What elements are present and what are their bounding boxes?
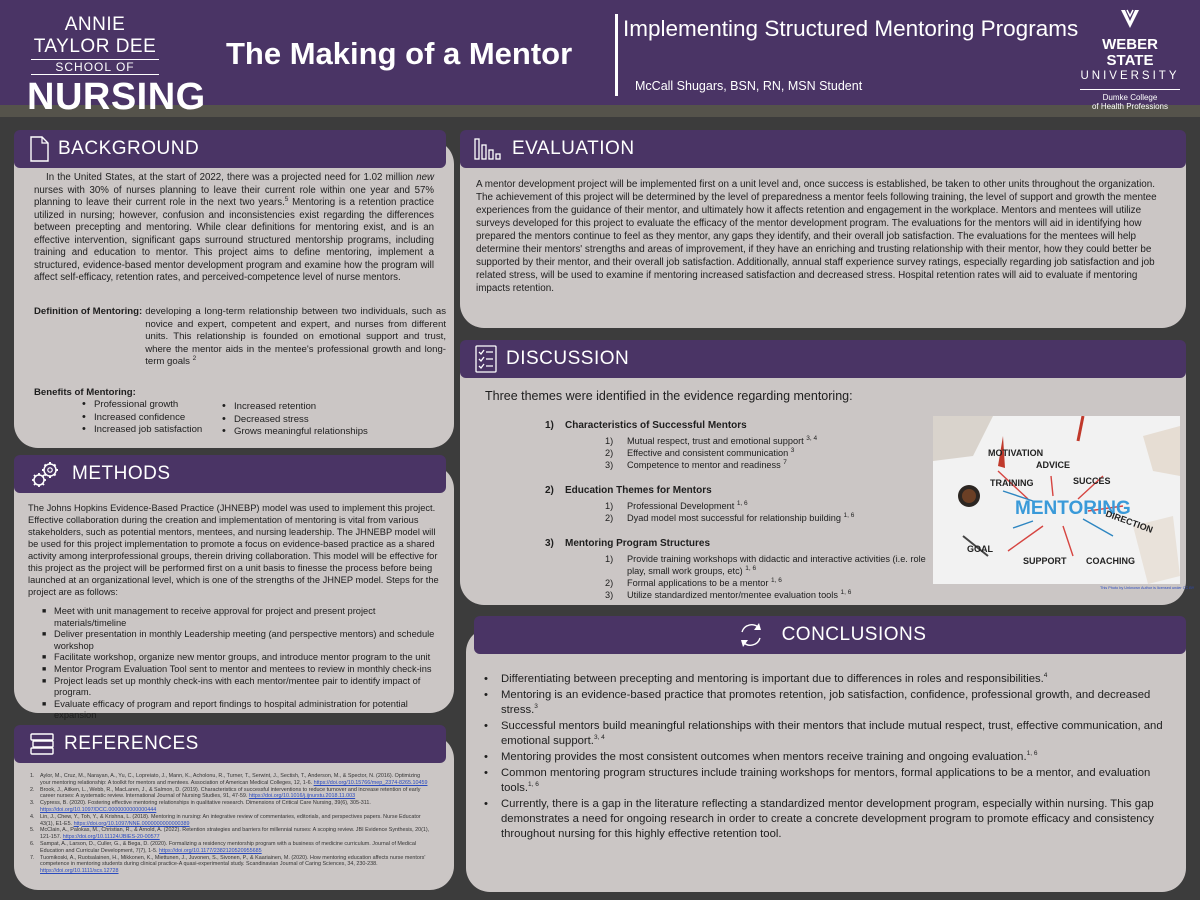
conclusions-list: [484, 672, 1174, 843]
methods-step: ■ Evaluate efficacy of program and report findings to hospital administration for potential expansion: [42, 699, 446, 722]
document-icon: [28, 136, 50, 162]
definition-citation: 2: [192, 355, 197, 363]
theme-item-citation: 1, 6: [843, 511, 855, 519]
definition-text: [145, 306, 446, 369]
conclusion-text: Differentiating between precepting and mentoring is important due to differences in roles and responsibilities.: [501, 673, 1044, 685]
reference-citation: Tuomikoski, A., Ruotsalainen, H., Mikkonen, K., Miettunen, J., Juvonen, S., Sivonen, P., & Kaariainen, M. (2020). How mentoring education affects nurse mentors' competence in mentoring students during clinical practice-A quasi-experimental study. Scandinavian Journal of Caring Sciences, 34, 230-238.: [40, 854, 426, 868]
reference-number: 7.: [30, 854, 35, 861]
wsu-line2: UNIVERSITY: [1080, 70, 1180, 82]
theme-item: [545, 435, 945, 447]
nursing-school-logo: [27, 14, 206, 118]
definition-label: Definition of Mentoring:: [34, 306, 143, 317]
definition-body: developing a long-term relationship between two individuals, such as novice and expert, competent and expert, and nurses from different units. This relationship is founded on emotional support and trust, where the mentor aids in the mentee's professional growth and long-term goals: [145, 306, 446, 368]
theme-title-text: Education Themes for Mentors: [565, 485, 712, 496]
methods-step: ■ Mentor Program Evaluation Tool sent to mentor and mentees to review in monthly check-ins: [42, 664, 446, 676]
img-word-goal: GOAL: [967, 544, 993, 554]
methods-header: [14, 455, 446, 493]
theme-number: 3): [545, 538, 554, 549]
conclusion-text: Mentoring is an evidence-based practice that promotes retention, job satisfaction, confidence, professional growth, and decreased stress.: [501, 689, 1151, 716]
theme-item-body: Professional Development: [627, 501, 735, 511]
background-text-2: nurses with 30% of nurses planning to leave their current role within one year and 57% planning to leave their current role in the next two years.: [34, 184, 434, 208]
bullet: •: [484, 689, 488, 701]
methods-step: ■ Deliver presentation in monthly Leadership meeting (and perspective mentors) and schedule workshop: [42, 629, 446, 652]
benefit-item: • Increased confidence: [82, 412, 202, 425]
theme-item-text: [627, 435, 817, 447]
theme-item-citation: 7: [783, 458, 787, 466]
poster-title: The Making of a Mentor: [226, 36, 573, 71]
bar-chart-icon: [474, 137, 504, 161]
benefits-list-left: [82, 399, 202, 437]
conclusion-citation: 1, 6: [528, 781, 539, 789]
benefit-item: • Grows meaningful relationships: [222, 426, 368, 439]
theme-item-body: Mutual respect, trust and emotional support: [627, 436, 804, 446]
methods-panel: [14, 465, 454, 721]
reference-item: [30, 787, 430, 801]
background-heading: BACKGROUND: [58, 138, 200, 159]
wsu-line4: of Health Professions: [1091, 102, 1169, 111]
reference-link[interactable]: https://doi.org/10.1097/DCC.0000000000000444: [40, 806, 157, 813]
bullet: •: [484, 720, 488, 732]
theme-item: [545, 512, 945, 524]
logo-line1: ANNIE TAYLOR DEE: [33, 14, 157, 57]
reference-item: [30, 800, 430, 814]
img-word-direction: DIRECTION: [1104, 508, 1155, 535]
theme-block: [545, 420, 945, 471]
benefit-item: • Decreased stress: [222, 414, 368, 427]
methods-intro: The Johns Hopkins Evidence-Based Practice (JHNEBP) model was used to implement this project. Effective collaboration during the creation and implementation of mentoring is vital from various stakeholders, such as potential mentors, mentees, and nursing leadership. The JHNEBP model will be used for this project implementation to promote a focus on evidence-based practice as a shared activity among interprofessional groups, therein driving collaboration. This model will be effective for this project as the project will be performed first on a unit basis to finesse the process before being launched at an organizational level, which is one of the strengths of the JHNEP model. Steps for the project are as follows:: [28, 503, 439, 597]
background-header: [14, 130, 446, 168]
reference-text: [40, 814, 430, 828]
img-word-mentoring: MENTORING: [1015, 498, 1131, 519]
methods-steps: [42, 606, 446, 722]
img-word-coaching: COACHING: [1086, 556, 1135, 566]
reference-citation: Aylor, M., Cruz, M., Narayan, A., Yu, C., Lopreiato, J., Mann, K., Acholonu, R., Turner, T., Serwint, J., Sectish, T., Anderson, M., & Spector, N. (2016). Optimizing your mentoring relationship: A toolkit for mentors and mentees. Association of American Medical Colleges, 12, 1-6.: [40, 773, 421, 786]
wsu-line1: WEBER STATE: [1102, 36, 1158, 69]
benefit-item: • Increased job satisfaction: [82, 424, 202, 437]
logo-line2: SCHOOL OF: [31, 59, 159, 75]
theme-item-number: 2): [605, 578, 614, 588]
methods-heading: METHODS: [72, 463, 171, 484]
theme-item-citation: 1, 6: [745, 564, 757, 572]
background-text-em: new: [416, 172, 434, 183]
methods-step: ■ Meet with unit management to receive approval for project and present project materials/timeline: [42, 606, 446, 629]
cycle-arrows-icon: [734, 620, 768, 650]
reference-citation: Sampat, A., Larson, D., Culler, G., & Bega, D. (2020). Formalizing a residency mentorship program with a business of medicine curriculum. Journal of Medical Education and Curricular Development, 7(7), 1-5.: [40, 840, 417, 854]
conclusion-item: [484, 766, 1174, 796]
theme-item-citation: 3, 4: [806, 434, 818, 442]
conclusions-header: [474, 616, 1186, 654]
conclusion-item: [484, 797, 1174, 842]
methods-step: ■ Project leads set up monthly check-ins with each mentor/mentee pair to identify impact of program.: [42, 676, 446, 699]
reference-number: 6.: [30, 840, 35, 847]
reference-item: [30, 855, 430, 875]
discussion-header: [460, 340, 1186, 378]
conclusion-item: [484, 750, 1174, 765]
image-credit[interactable]: This Photo by Unknown Author is licensed under CC BY: [1100, 586, 1195, 590]
theme-item-citation: 1, 6: [736, 499, 748, 507]
img-word-succes: SUCCES: [1073, 476, 1111, 486]
theme-item-text: [627, 459, 787, 471]
img-word-advice: ADVICE: [1036, 460, 1071, 470]
benefit-item: • Increased retention: [222, 401, 368, 414]
evaluation-text: A mentor development project will be implemented first on a unit level and, once success is established, be taken to other units throughout the organization. The achievement of this project will be determined by the level of preparedness a mentor feels following training, the level of support and growth the mentee experiences from the guidance of their mentor, and ultimately how it affects retention and engagement in the workplace. Mentors and mentees will utilize surveys developed for this project to evaluate the efficacy of the mentor development program. The evaluations for the mentors will aid in identifying how prepared the mentors continue to feel as they mentor, any gaps they identify, and their overall job satisfaction. The evaluations for the mentees will help determine their mentors' strengths and areas of improvement, if they have an enriching and trusting relationship with their mentor, how they could better be supported by their mentor, and their overall job satisfaction. Additionally, annual staff experience survey ratings, especially regarding job satisfaction and job related stress, will be used to examine if mentoring increased satisfaction and decreased stress. Hospital retention rates will aid to evaluate if mentoring impacts retention.: [476, 179, 1157, 294]
reference-item: [30, 814, 430, 828]
conclusion-citation: 3, 4: [593, 734, 605, 742]
theme-title: [545, 538, 945, 549]
theme-title: [545, 485, 945, 496]
theme-number: 2): [545, 485, 554, 496]
references-list: [30, 773, 430, 875]
conclusion-citation: 3: [534, 703, 538, 711]
evaluation-heading: EVALUATION: [512, 138, 635, 159]
reference-link[interactable]: https://doi.org/10.15766/mep_2374-8265.10459: [313, 779, 428, 786]
reference-text: [40, 787, 430, 801]
gears-icon: [28, 459, 64, 489]
mentoring-definition: [34, 306, 446, 369]
theme-item-number: 2): [605, 513, 614, 523]
theme-number: 1): [545, 420, 554, 431]
theme-item-body: Formal applications to be a mentor: [627, 578, 769, 588]
reference-number: 4.: [30, 813, 35, 820]
background-text-1: In the United States, at the start of 2022, there was a projected need for 1.02 million: [46, 172, 417, 183]
reference-text: [40, 773, 430, 787]
theme-item: [545, 589, 945, 601]
theme-item-citation: 1, 6: [771, 576, 782, 584]
logo-line3: NURSING: [27, 76, 206, 118]
author-name: McCall Shugars, BSN, RN, MSN Student: [635, 79, 863, 93]
methods-step: ■ Facilitate workshop, organize new mentor groups, and introduce mentor program to the unit: [42, 652, 446, 664]
mentoring-concept-image: [933, 416, 1180, 584]
header-divider: [615, 14, 618, 96]
wsu-line3: Dumke College: [1080, 89, 1180, 102]
checklist-icon: [474, 345, 498, 373]
theme-item: [545, 459, 945, 471]
reference-citation: Cypress, B. (2020). Fostering effective mentoring relationships in qualitative research. Dimensions of Critical Care Nursing, 39(6), 305-311.: [40, 800, 371, 807]
conclusions-heading: CONCLUSIONS: [781, 624, 927, 645]
bullet: •: [484, 798, 488, 810]
reference-number: 3.: [30, 800, 35, 807]
theme-block: [545, 538, 945, 601]
bullet: •: [484, 767, 488, 779]
img-word-motivation: MOTIVATION: [988, 448, 1044, 458]
reference-link[interactable]: https://doi.org/10.1177/2382120520955685: [158, 847, 262, 854]
references-header: [14, 725, 446, 763]
discussion-intro: Three themes were identified in the evidence regarding mentoring:: [485, 389, 853, 403]
theme-item-body: Dyad model most successful for relationship building: [627, 513, 841, 523]
theme-item-body: Provide training workshops with didactic and interactive activities (i.e. role play, small work groups, etc): [627, 554, 926, 576]
theme-item-number: 2): [605, 448, 614, 458]
theme-item: [545, 577, 945, 589]
theme-item: [545, 500, 945, 512]
theme-block: [545, 485, 945, 524]
theme-item-text: [627, 553, 945, 577]
reference-text: [40, 800, 430, 814]
background-text-3: Mentoring is a retention practice utilized in nursing; however, confusion and inconsistencies exist regarding the differences between precepting and mentoring. While clear definitions for mentoring exist, and is an effective intervention, significant gaps surround structured mentorship programs, including training and education to mentor. This project aims to define mentoring, implement a structured, evidence-based mentor development program and examine how the program will affect self-efficacy, retention rates, and perceived-competence level of nurse mentors.: [34, 197, 434, 283]
reference-number: 2.: [30, 786, 35, 793]
conclusion-item: [484, 719, 1174, 749]
theme-item-text: [627, 500, 748, 512]
background-paragraph: [34, 172, 434, 285]
bullet: •: [484, 751, 488, 763]
discussion-themes: [545, 420, 945, 615]
theme-item-text: [627, 447, 794, 459]
theme-item-number: 1): [605, 436, 614, 446]
mentoring-illustration: [933, 416, 1180, 584]
books-icon: [28, 731, 56, 757]
reference-item: [30, 773, 430, 787]
conclusion-item: [484, 688, 1174, 718]
reference-link[interactable]: https://doi.org/10.1016/j.ijnurstu.2018.11.003: [248, 793, 356, 800]
img-word-training: TRAINING: [990, 478, 1034, 488]
img-word-support: SUPPORT: [1023, 556, 1067, 566]
reference-link[interactable]: https://doi.org/10.11124/JBIES-20-00577: [62, 834, 160, 841]
background-panel: [14, 140, 454, 448]
theme-title-text: Mentoring Program Structures: [565, 538, 711, 549]
theme-item-body: Effective and consistent communication: [627, 448, 789, 458]
reference-number: 5.: [30, 827, 35, 834]
reference-text: [40, 827, 430, 841]
theme-item: [545, 553, 945, 577]
conclusion-text: Common mentoring program structures include training workshops for mentors, formal applications to be a mentor, and evaluation tools.: [501, 767, 1151, 794]
reference-item: [30, 827, 430, 841]
theme-item-text: [627, 589, 851, 601]
reference-citation: Brook, J., Aitken, L., Webb, R., MacLaren, J., & Salmon, D. (2019). Characteristics of successful interventions to reduce turnover and increase retention of early career nurses: A systematic review. International Journal of Nursing Studies, 91, 47-59.: [40, 786, 421, 800]
reference-link[interactable]: https://doi.org/10.1111/scs.12728: [40, 868, 119, 875]
theme-item-text: [627, 512, 854, 524]
theme-item-body: Utilize standardized mentor/mentee evaluation tools: [627, 590, 838, 600]
theme-title-text: Characteristics of Successful Mentors: [565, 420, 747, 431]
reference-item: [30, 841, 430, 855]
wsu-logo: [1080, 8, 1180, 111]
conclusion-citation: 4: [1043, 672, 1048, 680]
background-citation: 5: [284, 195, 289, 203]
theme-item-number: 3): [605, 590, 614, 600]
theme-item-citation: 3: [790, 446, 795, 454]
conclusion-text: Currently, there is a gap in the literature reflecting a standardized mentor development program, especially within nursing. This gap demonstrates a need for ongoing research in order to create a concrete development program to promote efficacy and consistency throughout nursing for this highly effective retention tool.: [501, 798, 1154, 840]
benefit-item: • Professional growth: [82, 399, 202, 412]
conclusion-text: Mentoring provides the most consistent outcomes when mentors receive training and ongoing evaluation.: [501, 751, 1027, 763]
conclusions-panel: [466, 628, 1186, 892]
theme-item-number: 1): [605, 501, 614, 511]
conclusion-citation: 1, 6: [1026, 750, 1038, 758]
references-heading: REFERENCES: [64, 733, 199, 754]
evaluation-panel: [460, 140, 1186, 328]
bullet: •: [484, 673, 488, 685]
reference-text: [40, 841, 430, 855]
evaluation-header: [460, 130, 1186, 168]
reference-citation: Lin, J., Chew, Y., Toh, Y., & Krishna, L. (2018). Mentoring in nursing: An integrative review of commentaries, editorials, and perspectives papers. Nurse Educator 43(1), E1-E5.: [40, 813, 421, 827]
poster-subtitle: Implementing Structured Mentoring Programs: [623, 16, 1079, 41]
reference-citation: McClain, A., Palokas, M., Christian, R., & Arnold, A. (2022). Retention strategies and barriers for millennial nurses: A scoping review. JBI Evidence Synthesis, 20(1), 121-157.: [40, 827, 430, 841]
conclusion-text: Successful mentors build meaningful relationships with their mentors that include mutual respect, trust, effective communication, and emotional support.: [501, 720, 1163, 747]
reference-text: [40, 855, 430, 875]
benefits-list-right: [222, 401, 368, 439]
theme-item: [545, 447, 945, 459]
theme-item-text: [627, 577, 782, 589]
theme-item-number: 1): [605, 554, 614, 564]
wsu-flame-icon: [1118, 8, 1142, 30]
theme-title: [545, 420, 945, 431]
theme-item-body: Competence to mentor and readiness: [627, 460, 781, 470]
theme-item-number: 3): [605, 460, 614, 470]
theme-item-citation: 1, 6: [840, 588, 852, 596]
benefits-label: Benefits of Mentoring:: [34, 387, 136, 398]
reference-link[interactable]: https://doi.org/10.1097/NNE.0000000000000389: [73, 820, 190, 827]
reference-number: 1.: [30, 773, 35, 779]
discussion-heading: DISCUSSION: [506, 348, 630, 369]
conclusion-item: [484, 672, 1174, 687]
